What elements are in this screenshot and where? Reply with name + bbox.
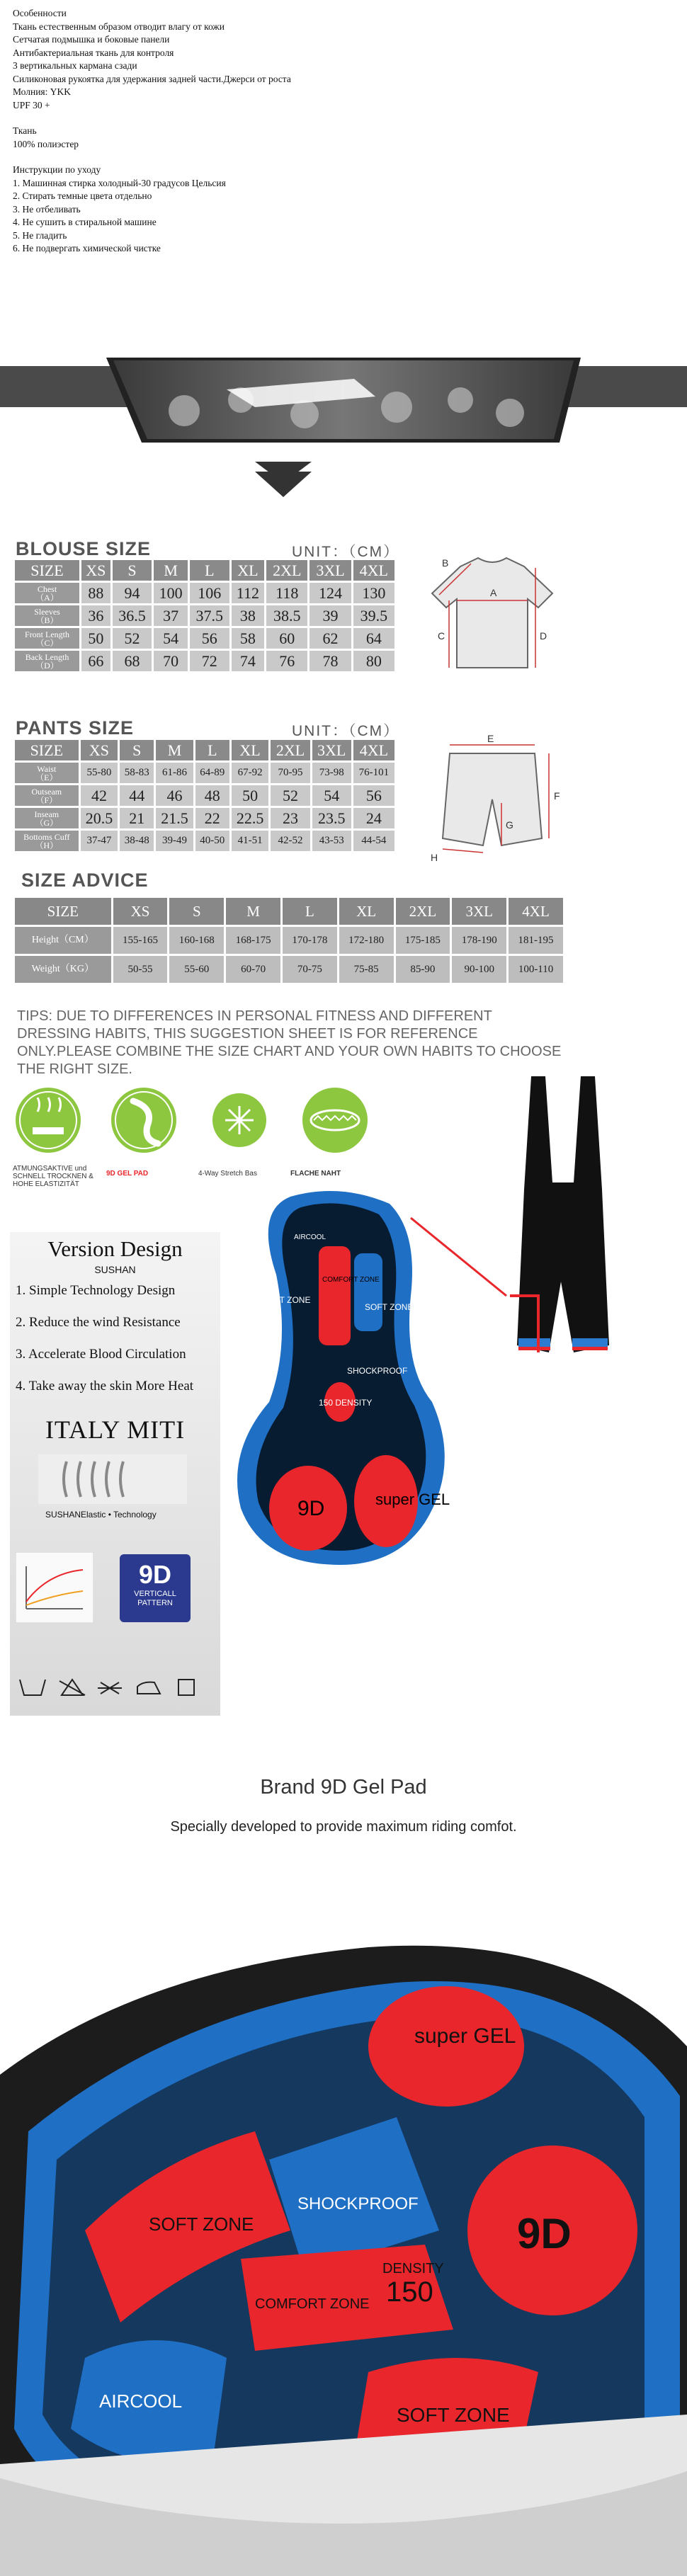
- cell: 55-80: [81, 763, 118, 783]
- pad-label: AIRCOOL: [99, 2390, 183, 2412]
- feature-line: Ткань естественным образом отводит влагу от кожи: [13, 21, 225, 32]
- cell: 62: [310, 628, 351, 649]
- feature-line: Сетчатая подмышка и боковые панели: [13, 34, 170, 45]
- cell: 38: [232, 605, 265, 626]
- pad-label: super GEL: [375, 1491, 450, 1508]
- cell: 73-98: [312, 763, 351, 783]
- pad-and-bib-illustration: [234, 1069, 680, 1721]
- header-l: L: [195, 740, 229, 760]
- cell: 155-165: [113, 927, 168, 954]
- header-xl: XL: [232, 560, 265, 581]
- blouse-size-title: BLOUSE SIZE: [16, 538, 152, 559]
- cell: 130: [353, 583, 394, 603]
- header-s: S: [113, 560, 152, 581]
- care-line: 5. Не гладить: [13, 229, 67, 241]
- feature-label: 9D GEL PAD: [106, 1170, 149, 1178]
- cell: 181-195: [509, 927, 563, 954]
- care-line: 4. Не сушить в стиральной машине: [13, 217, 157, 227]
- duration-chart-icon: [16, 1552, 93, 1623]
- pad-label: SOFT ZONE: [397, 2404, 510, 2426]
- cell: 37-47: [81, 831, 118, 851]
- header-l: L: [190, 560, 229, 581]
- care-symbols: [16, 1672, 214, 1701]
- 9d-vertical-pattern-badge: [120, 1554, 191, 1622]
- cell: 21.5: [156, 808, 193, 828]
- cell: 66: [81, 651, 110, 671]
- wash-30-icon: [20, 1680, 45, 1695]
- header-m: M: [154, 560, 188, 581]
- design-point: 4. Take away the skin More Heat: [16, 1379, 194, 1394]
- header-s: S: [169, 898, 224, 925]
- table-row: [15, 927, 563, 954]
- pad-label: SOFT ZONE: [149, 2213, 254, 2235]
- cell: 118: [266, 583, 307, 603]
- cell: 88: [81, 583, 110, 603]
- pad-label: 150: [386, 2276, 433, 2308]
- cell: 70-75: [283, 956, 337, 983]
- jersey-diagram: [418, 551, 567, 680]
- care-line: 6. Не подвергать химической чистке: [13, 243, 161, 253]
- cell: 23.5: [312, 808, 351, 828]
- cell: 37: [154, 605, 188, 626]
- cell: 52: [113, 628, 152, 649]
- cell: 52: [271, 785, 310, 806]
- cell: 56: [190, 628, 229, 649]
- cell: 94: [113, 583, 152, 603]
- table-row: [15, 763, 394, 783]
- cell: 106: [190, 583, 229, 603]
- pad-label: 9D: [297, 1497, 325, 1520]
- cell: 20.5: [81, 808, 118, 828]
- cell: 46: [156, 785, 193, 806]
- badge-sub: VERTICALL PATTERN: [134, 1590, 176, 1607]
- care-line: 2. Стирать темные цвета отдельно: [13, 190, 152, 201]
- cell: 38.5: [266, 605, 307, 626]
- row-label: Back Length （D）: [15, 651, 79, 671]
- row-label: Height（CM）: [15, 927, 111, 954]
- cell: 178-190: [452, 927, 506, 954]
- table-row: [15, 785, 394, 806]
- cell: 58-83: [120, 763, 154, 783]
- cell: 58: [232, 628, 265, 649]
- fabric-value: 100% полиэстер: [13, 138, 79, 149]
- cell: 37.5: [190, 605, 229, 626]
- header-l: L: [283, 898, 337, 925]
- header-m: M: [226, 898, 280, 925]
- cell: 70: [154, 651, 188, 671]
- cell: 43-53: [312, 831, 351, 851]
- design-point: 3. Accelerate Blood Circulation: [16, 1347, 186, 1362]
- table-row: [15, 651, 394, 671]
- pad-label: SHOCKPROOF: [297, 2194, 419, 2213]
- cell: 61-86: [156, 763, 193, 783]
- header-3xl: 3XL: [310, 560, 351, 581]
- fabric-label: Ткань: [13, 125, 37, 136]
- size-advice-title: SIZE ADVICE: [21, 870, 149, 891]
- design-point: 1. Simple Technology Design: [16, 1283, 176, 1298]
- cell: 124: [310, 583, 351, 603]
- iron-icon: [137, 1682, 160, 1694]
- cell: 55-60: [169, 956, 224, 983]
- cell: 41-51: [232, 831, 269, 851]
- header-size: SIZE: [15, 560, 79, 581]
- table-row: [15, 628, 394, 649]
- row-label: Inseam （G）: [15, 808, 79, 828]
- cell: 70-95: [271, 763, 310, 783]
- cell: 39.5: [353, 605, 394, 626]
- cell: 78: [310, 651, 351, 671]
- gel-pad-icon: [111, 1088, 176, 1153]
- header-4xl: 4XL: [509, 898, 563, 925]
- cell: 172-180: [339, 927, 394, 954]
- label-d: D: [540, 630, 547, 642]
- care-line: 1. Машинная стирка холодный-30 градусов Цельсия: [13, 177, 226, 188]
- table-row: [15, 956, 563, 983]
- pad-label: 9D: [517, 2210, 572, 2257]
- italy-miti-title: ITALY MITI: [45, 1415, 186, 1444]
- label-h: H: [431, 852, 438, 863]
- cell: 64-89: [195, 763, 229, 783]
- pad-label: SHOCKPROOF: [347, 1366, 408, 1376]
- table-row: [15, 831, 394, 851]
- cell: 39: [310, 605, 351, 626]
- cell: 80: [353, 651, 394, 671]
- table-row: [15, 808, 394, 828]
- cell: 23: [271, 808, 310, 828]
- cell: 72: [190, 651, 229, 671]
- pad-label: AIRCOOL: [294, 1233, 327, 1241]
- header-4xl: 4XL: [353, 560, 394, 581]
- label-c: C: [438, 630, 445, 642]
- gel-pad-closeup: [0, 1862, 687, 2576]
- pants-size-title: PANTS SIZE: [16, 717, 135, 739]
- cell: 76: [266, 651, 307, 671]
- cell: 44-54: [353, 831, 394, 851]
- bib-shorts: [517, 1076, 609, 1352]
- cell: 60: [266, 628, 307, 649]
- cell: 74: [232, 651, 265, 671]
- cell: 50-55: [113, 956, 168, 983]
- feature-line: 3 вертикальных кармана сзади: [13, 60, 137, 71]
- shorts-diagram: [418, 732, 567, 867]
- feature-label: ATMUNGSAKTIVE und SCHNELL TROCKNEN & HOHE ELASTIZITÄT: [13, 1165, 93, 1188]
- header-xl: XL: [339, 898, 394, 925]
- features-heading: Особенности: [13, 8, 67, 18]
- header-size: SIZE: [15, 740, 79, 760]
- version-design-title: Version Design: [47, 1236, 183, 1261]
- tumble-dry-icon: [178, 1680, 194, 1695]
- feature-label: FLACHE NAHT: [290, 1170, 341, 1178]
- sizing-tips: TIPS: DUE TO DIFFERENCES IN PERSONAL FITNESS AND DIFFERENT DRESSING HABITS, THIS SUGGESTION SHEET IS FOR REFERENCE ONLY.PLEASE COMBINE THE SIZE CHART AND YOUR OWN HABITS TO CHOOSE THE RIGHT SIZE.: [17, 1008, 562, 1077]
- cell: 100-110: [509, 956, 563, 983]
- blouse-unit: UNIT：（CM）: [292, 544, 400, 560]
- pad-label: 150 DENSITY: [319, 1398, 373, 1408]
- row-label: Outseam （F）: [15, 785, 79, 806]
- table-row: [15, 605, 394, 626]
- cell: 21: [120, 808, 154, 828]
- blouse-size-table: [13, 558, 397, 673]
- cell: 67-92: [232, 763, 269, 783]
- care-line: 3. Не отбеливать: [13, 203, 81, 215]
- cell: 22: [195, 808, 229, 828]
- header-s: S: [120, 740, 154, 760]
- pants-unit: UNIT：（CM）: [292, 723, 400, 739]
- cell: 39-49: [156, 831, 193, 851]
- breathable-icon: [16, 1088, 81, 1153]
- header-m: M: [156, 740, 193, 760]
- pad-label: COMFORT ZONE: [322, 1276, 380, 1284]
- header-3xl: 3XL: [312, 740, 351, 760]
- header-2xl: 2XL: [271, 740, 310, 760]
- header-3xl: 3XL: [452, 898, 506, 925]
- label-a: A: [490, 587, 497, 598]
- feature-line: Молния: YKK: [13, 86, 72, 97]
- label-f: F: [554, 790, 560, 802]
- feature-line: Антибактериальная ткань для контроля: [13, 47, 174, 58]
- row-label: Bottoms Cuff （H）: [15, 831, 79, 851]
- cell: 170-178: [283, 927, 337, 954]
- cell: 50: [81, 628, 110, 649]
- pad-label: SOFT ZONE: [262, 1295, 311, 1305]
- label-e: E: [487, 733, 494, 744]
- header-4xl: 4XL: [353, 740, 394, 760]
- down-arrow-icon: [255, 462, 312, 498]
- cell: 36.5: [113, 605, 152, 626]
- row-label: Sleeves （B）: [15, 605, 79, 626]
- cell: 100: [154, 583, 188, 603]
- header-size: SIZE: [15, 898, 111, 925]
- feature-line: Силиконовая рукоятка для удержания задней части.Джерси от роста: [13, 73, 291, 84]
- cell: 64: [353, 628, 394, 649]
- header-2xl: 2XL: [396, 898, 450, 925]
- cell: 68: [113, 651, 152, 671]
- row-label: Weight（KG）: [15, 956, 111, 983]
- cell: 60-70: [226, 956, 280, 983]
- cell: 90-100: [452, 956, 506, 983]
- product-description: [13, 7, 551, 256]
- label-g: G: [506, 819, 513, 831]
- design-point: 2. Reduce the wind Resistance: [16, 1315, 181, 1330]
- cell: 50: [232, 785, 269, 806]
- cell: 175-185: [396, 927, 450, 954]
- pants-size-table: [13, 738, 397, 853]
- header-xs: XS: [81, 740, 118, 760]
- cell: 54: [312, 785, 351, 806]
- cell: 36: [81, 605, 110, 626]
- header-xs: XS: [113, 898, 168, 925]
- feature-line: UPF 30 +: [13, 99, 50, 110]
- label-b: B: [442, 557, 449, 569]
- cell: 168-175: [226, 927, 280, 954]
- elastic-tech-label: SUSHANElastic • Technology: [45, 1510, 157, 1520]
- cell: 38-48: [120, 831, 154, 851]
- cell: 22.5: [232, 808, 269, 828]
- cell: 40-50: [195, 831, 229, 851]
- pad-label: DENSITY: [382, 2261, 444, 2276]
- gel-pad-small: [237, 1191, 445, 1565]
- cell: 44: [120, 785, 154, 806]
- header-xl: XL: [232, 740, 269, 760]
- row-label: Waist （E）: [15, 763, 79, 783]
- pad-label: COMFORT ZONE: [255, 2296, 370, 2312]
- header-2xl: 2XL: [266, 560, 307, 581]
- header-xs: XS: [81, 560, 110, 581]
- pad-label: SOFT ZONE: [365, 1302, 414, 1312]
- table-row: [15, 583, 394, 603]
- cell: 48: [195, 785, 229, 806]
- size-advice-table: [13, 896, 565, 985]
- feature-label: 4-Way Stretch Bas: [198, 1170, 257, 1178]
- cell: 42-52: [271, 831, 310, 851]
- cell: 54: [154, 628, 188, 649]
- badge-main: 9D: [138, 1560, 172, 1589]
- cell: 75-85: [339, 956, 394, 983]
- no-bleach-icon: [59, 1680, 85, 1695]
- cell: 56: [353, 785, 394, 806]
- cell: 42: [81, 785, 118, 806]
- row-label: Front Length （C）: [15, 628, 79, 649]
- cell: 112: [232, 583, 265, 603]
- cell: 76-101: [353, 763, 394, 783]
- brand-title: Brand 9D Gel Pad: [260, 1776, 427, 1799]
- pad-label: super GEL: [414, 2024, 516, 2048]
- version-design-panel: [10, 1232, 220, 1716]
- no-dry-clean-icon: [98, 1682, 122, 1694]
- brand-subtitle: Specially developed to provide maximum riding comfot.: [170, 1819, 517, 1835]
- care-heading: Инструкции по уходу: [13, 164, 101, 175]
- version-design-subtitle: SUSHAN: [94, 1264, 136, 1275]
- row-label: Chest （A）: [15, 583, 79, 603]
- elastic-tech-graphic: [38, 1454, 187, 1518]
- cell: 160-168: [169, 927, 224, 954]
- cell: 85-90: [396, 956, 450, 983]
- cycling-banner: [0, 358, 687, 443]
- cell: 24: [353, 808, 394, 828]
